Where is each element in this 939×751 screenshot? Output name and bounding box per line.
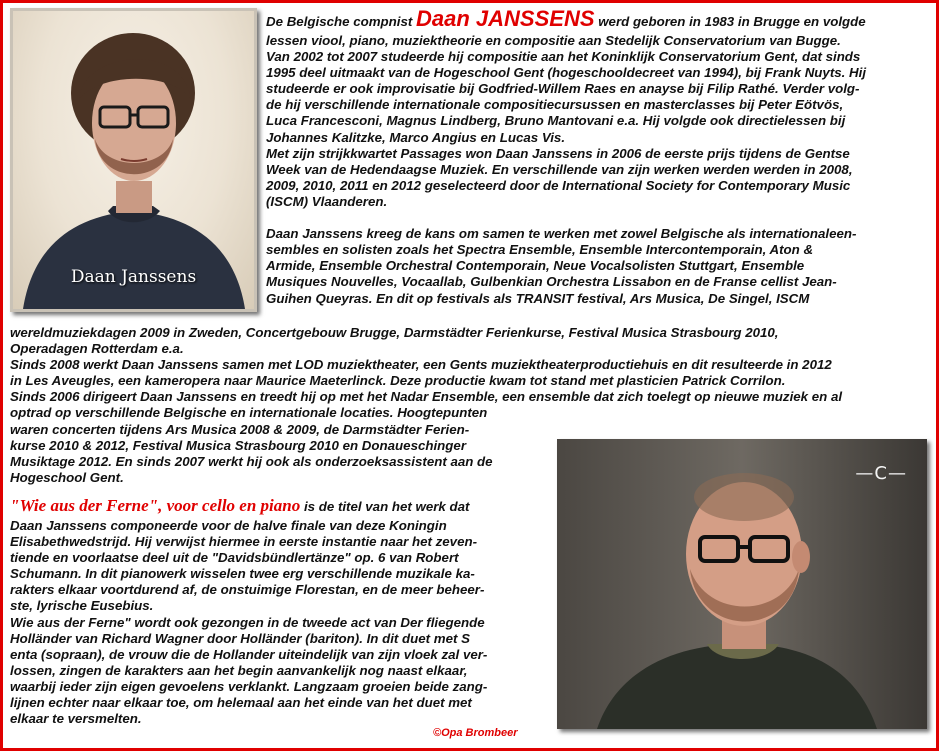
bio-line: Musiktage 2012. En sinds 2007 werkt hij ook als onderzoeksassistent aan de bbox=[10, 454, 493, 470]
bio-line: studeerde er ook improvisatie bij Godfried-Willem Raes en anayse bij Filip Rathé. Verder volg- bbox=[266, 81, 860, 97]
portrait-illustration-1 bbox=[13, 11, 254, 309]
intro-lead: De Belgische compnist bbox=[266, 14, 416, 29]
work-line: lijnen echter naar elkaar toe, om helemaal aan het einde van het duet met bbox=[10, 695, 472, 711]
work-line: Wie aus der Ferne" wordt ook gezongen in de tweede act van Der fliegende bbox=[10, 614, 485, 630]
bio-line: Musiques Nouvelles, Vocaallab, Gulbenkian Orchestra Lissabon en de Franse cellist Jean- bbox=[266, 274, 837, 290]
bio-line: Week van de Hedendaagse Muziek. En verschillende van zijn werken werden werden in 2008, bbox=[266, 161, 853, 177]
work-title-rest: is de titel van het werk dat bbox=[300, 499, 470, 514]
work-line: waarbij ieder zijn eigen gevoelens verklankt. Langzaam groeien beide zang- bbox=[10, 678, 488, 694]
bio-line: Met zijn strijkkwartet Passages won Daan Janssens in 2006 de eerste prijs tijdens de Gentse bbox=[266, 145, 850, 161]
bio-line: kurse 2010 & 2012, Festival Musica Strasbourg 2010 en Donaueschinger bbox=[10, 438, 466, 454]
bio-line: in Les Aveugles, een kameropera naar Maurice Maeterlinck. Deze productie kwam tot stand met plasticien Patrick Corrilon. bbox=[10, 373, 786, 389]
work-line: Schumann. In dit pianowerk wisselen twee erg verschillende muzikale ka- bbox=[10, 566, 475, 582]
bio-line: 2009, 2010, 2011 en 2012 geselecteerd door de International Society for Contemporary Music bbox=[266, 177, 851, 193]
bio-blank-line bbox=[266, 210, 866, 226]
bio-line: lessen viool, piano, muziektheorie en compositie aan Stedelijk Conservatorium van Bugge. bbox=[266, 33, 841, 48]
biography-wide bbox=[10, 325, 842, 422]
work-line: rakters elkaar voortdurend af, de onstuimige Florestan, en de meer beheer- bbox=[10, 582, 485, 598]
work-line: ste, lyrische Eusebius. bbox=[10, 598, 154, 614]
bio-line: wereldmuziekdagen 2009 in Zweden, Concertgebouw Brugge, Darmstädter Ferienkurse, Festival Musica Strasbourg 2010, bbox=[10, 325, 779, 340]
work-line: elkaar te versmelten. bbox=[10, 711, 142, 727]
bio-line: Sinds 2006 dirigeert Daan Janssens en treedt hij op met het Nadar Ensemble, een ensemble dat zich toelegt op nieuwe muziek en al bbox=[10, 389, 843, 405]
work-line: Daan Janssens componeerde voor de halve finale van deze Koningin bbox=[10, 518, 447, 533]
bio-line: Sinds 2008 werkt Daan Janssens samen met LOD muziektheater, een Gents muziektheaterproductiehuis en dit resulteerde in 2012 bbox=[10, 357, 832, 373]
composer-name: Daan JANSSENS bbox=[416, 6, 595, 31]
biography-top bbox=[266, 33, 866, 307]
portrait-caption: Daan Janssens bbox=[70, 267, 197, 287]
bio-line: waren concerten tijdens Ars Musica 2008 & 2009, de Darmstädter Ferien- bbox=[10, 422, 470, 437]
work-title: "Wie aus der Ferne", voor cello en piano bbox=[10, 496, 301, 515]
bio-line: Daan Janssens kreeg de kans om samen te werken met zowel Belgische als internationaleen- bbox=[266, 226, 857, 242]
bio-line: Johannes Kalitzke, Marco Angius en Lucas Vis. bbox=[266, 129, 566, 145]
work-line: tiende en voorlaatse deel uit de "Davidsbündlertänze" op. 6 van Robert bbox=[10, 550, 459, 566]
work-title-line bbox=[10, 495, 469, 518]
copyright-credit: ©Opa Brombeer bbox=[433, 727, 518, 739]
bio-line: de hij verschillende internationale compositiecursussen en masterclasses bij Peter Eötvös, bbox=[266, 97, 844, 113]
work-line: enta (sopraan), de vrouw die de Hollander uiteindelijk van zijn vloek zal ver- bbox=[10, 646, 488, 662]
work-description bbox=[10, 518, 487, 727]
bio-line: Operadagen Rotterdam e.a. bbox=[10, 341, 184, 357]
work-line: Holländer van Richard Wagner door Holländer (bariton). In dit duet met S bbox=[10, 630, 471, 646]
bio-line: Van 2002 tot 2007 studeerde hij compositie aan het Koninklijk Conservatorium Gent, dat sinds bbox=[266, 49, 861, 65]
bio-line: Guihen Queyras. En dit op festivals als TRANSIT festival, Ars Musica, De Singel, ISCM bbox=[266, 290, 810, 306]
bio-line: (ISCM) Vlaanderen. bbox=[266, 193, 388, 209]
bio-line: Armide, Ensemble Orchestral Contemporain, Neue Vocalsolisten Stuttgart, Ensemble bbox=[266, 258, 805, 274]
broadcaster-logo: —C— bbox=[855, 463, 907, 484]
bio-line: sembles en solisten zoals het Spectra Ensemble, Ensemble Intercontemporain, Aton & bbox=[266, 242, 814, 258]
bio-line: optrad op verschillende Belgische en internationale locaties. Hoogtepunten bbox=[10, 405, 488, 421]
biography-left bbox=[10, 422, 493, 486]
bio-line: 1995 deel uitmaakt van de Hogeschool Gent (hogeschooldecreet van 1994), bij Frank Nuyts. Hij bbox=[266, 65, 867, 81]
portrait-photo-bottom bbox=[557, 439, 927, 729]
work-line: lossen, zingen de karakters aan het begin aanvankelijk nog naast elkaar, bbox=[10, 662, 468, 678]
portrait-photo-top bbox=[10, 8, 257, 312]
intro-rest: werd geboren in 1983 in Brugge en volgde bbox=[594, 14, 866, 29]
bio-line: Luca Francesconi, Magnus Lindberg, Bruno Mantovani e.a. Hij volgde ook directielessen bij bbox=[266, 113, 846, 129]
work-line: Elisabethwedstrijd. Hij verwijst hiermee in eerste instantie naar het zeven- bbox=[10, 534, 478, 550]
intro-line bbox=[266, 7, 866, 34]
bio-line: Hogeschool Gent. bbox=[10, 470, 124, 486]
